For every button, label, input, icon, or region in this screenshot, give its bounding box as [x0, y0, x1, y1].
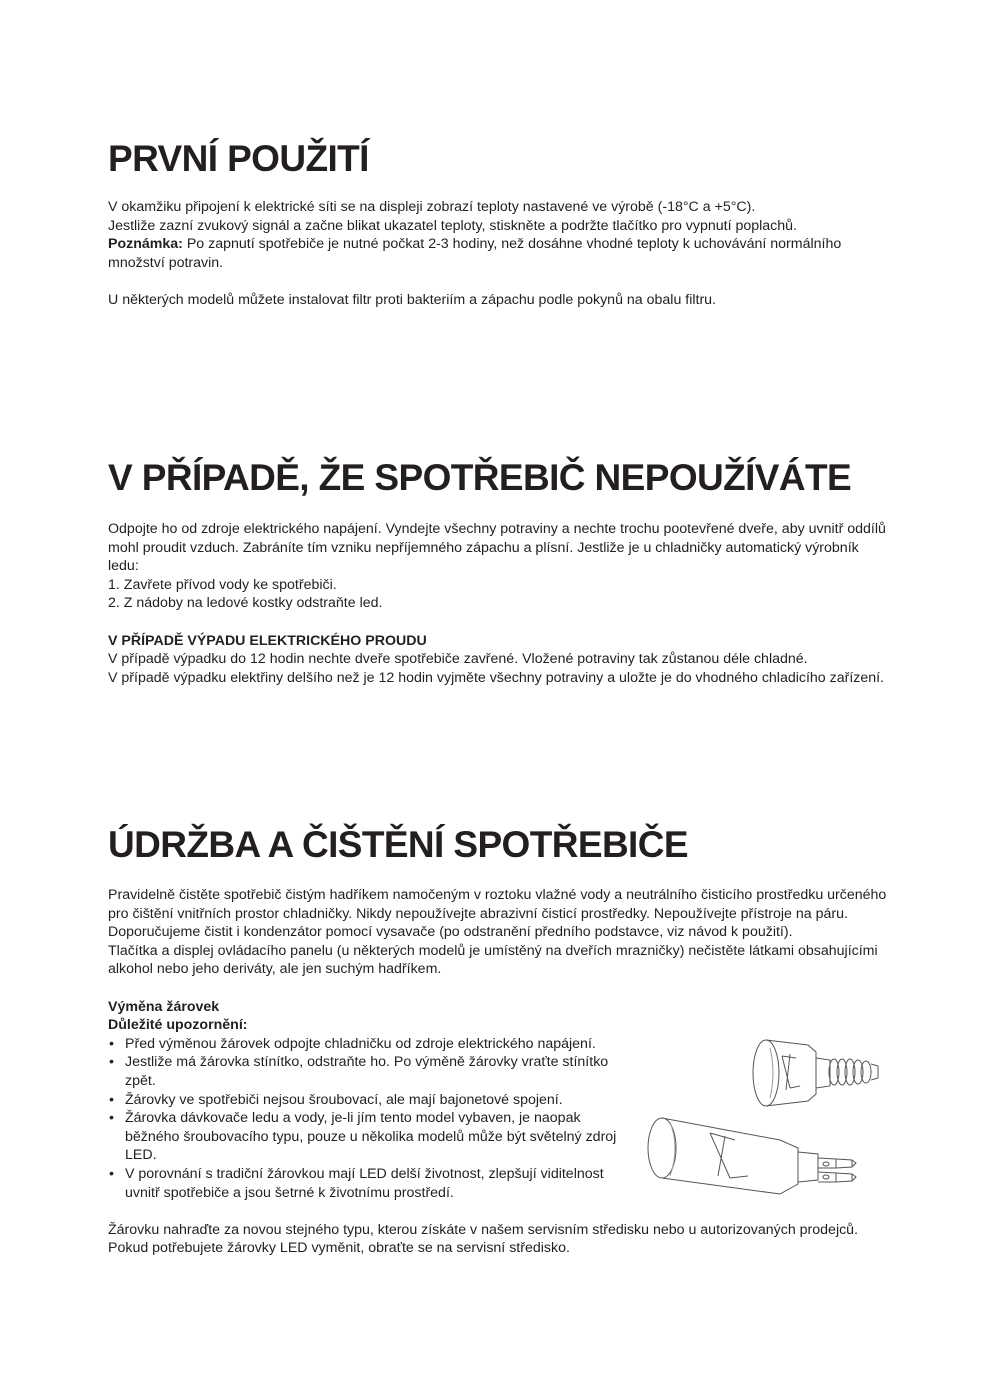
list-item: • Jestliže má žárovka stínítko, odstraňte ho. Po výměně žárovky vraťte stínítko zpět. [109, 1054, 609, 1089]
list-item: • Žárovka dávkovače ledu a vody, je-li jím tento model vybaven, je naopak běžného šroubovacího typu, pouze u několika modelů může být světelný zdroj LED. [109, 1110, 617, 1164]
section-title-not-in-use: V PŘÍPADĚ, ŽE SPOTŘEBIČ NEPOUŽÍVÁTE [108, 457, 852, 498]
paragraph: Tlačítka a displej ovládacího panelu (u některých modelů je umístěný na dveřích mrazničky) nečistěte látkami obsahujícími alkohol nebo jeho deriváty, ale jen suchým hadříkem. [108, 942, 878, 978]
paragraph: Odpojte ho od zdroje elektrického napájení. Vyndejte všechny potraviny a nechte trochu pootevřené dveře, aby uvnitř oddílů mohl proudit vzduch. Zabráníte tím vzniku nepříjemného zápachu a plísní. Jestliže je u chladničky automatický výrobník ledu: [108, 521, 886, 575]
paragraph: Žárovku nahraďte za novou stejného typu, kterou získáte v našem servisním středisku nebo u autorizovaných prodejců. [108, 1221, 859, 1238]
subheading-power-failure: V PŘÍPADĚ VÝPADU ELEKTRICKÉHO PROUDU [108, 632, 427, 649]
list-item: • Žárovky ve spotřebiči nejsou šroubovací, ale mají bajonetové spojení. [109, 1091, 563, 1108]
paragraph: Pravidelně čistěte spotřebič čistým hadříkem namočeným v roztoku vlažné vody a neutrálního čisticího prostředku určeného pro čištění vnitřních prostor chladničky. Nikdy nepoužívejte abrazivní čisticí prostředky. Nepoužívejte přístroje na páru. Doporučujeme čistit i kondenzátor pomocí vysavače (po odstranění předního podstavce, viz návod k použití). [108, 887, 887, 941]
bullet-icon: • [109, 1110, 114, 1127]
first-use-body [108, 198, 888, 310]
note-label: Poznámka: [108, 236, 183, 253]
subheading-bulb-replacement: Výměna žárovek [108, 998, 220, 1015]
section-title-maintenance: ÚDRŽBA A ČIŠTĚNÍ SPOTŘEBIČE [108, 824, 688, 865]
screw-bulb-icon [753, 1040, 878, 1106]
note-text: Po zapnutí spotřebiče je nutné počkat 2-3 hodiny, než dosáhne vhodné teploty k uchovávání normálního množství potravin. [108, 236, 842, 271]
subheading-important: Důležité upozornění: [108, 1017, 248, 1034]
bullet-icon: • [109, 1165, 114, 1182]
list-item: • V porovnání s tradiční žárovkou mají LED delší životnost, zlepšují viditelnost uvnitř spotřebiče a jsou šetrné k životnímu prostředí. [109, 1165, 604, 1201]
paragraph: U některých modelů můžete instalovat filtr proti bakteriím a zápachu podle pokynů na obalu filtru. [108, 291, 717, 308]
bulb-instructions-list [108, 1035, 628, 1202]
bullet-icon: • [109, 1035, 114, 1052]
bullet-icon: • [109, 1091, 114, 1108]
paragraph: V okamžiku připojení k elektrické síti se na displeji zobrazí teploty nastavené ve výrobě (-18°C a +5°C). [108, 199, 756, 215]
paragraph: Jestliže zazní zvukový signál a začne blikat ukazatel teploty, stiskněte a podržte tlačítko pro vypnutí poplachů. [108, 217, 797, 234]
list-item: • Před výměnou žárovek odpojte chladničku od zdroje elektrického napájení. [109, 1035, 596, 1052]
paragraph: V případě výpadku elektřiny delšího než je 12 hodin vyjměte všechny potraviny a uložte je do vhodného chladicího zařízení. [108, 669, 885, 686]
note-paragraph [108, 235, 888, 272]
paragraph: Pokud potřebujete žárovky LED vyměnit, obraťte se na servisní středisko. [108, 1240, 570, 1257]
bulb-illustration [640, 1028, 890, 1228]
step-item: 2. Z nádoby na ledové kostky odstraňte led. [108, 595, 383, 612]
bullet-icon: • [109, 1054, 114, 1071]
bayonet-bulb-icon [648, 1118, 856, 1194]
paragraph: V případě výpadku do 12 hodin nechte dveře spotřebiče zavřené. Vložené potraviny tak zůstanou déle chladné. [108, 651, 808, 668]
section-title-first-use: PRVNÍ POUŽITÍ [108, 138, 369, 179]
step-item: 1. Zavřete přívod vody ke spotřebiči. [108, 576, 337, 593]
not-in-use-body [108, 520, 888, 687]
